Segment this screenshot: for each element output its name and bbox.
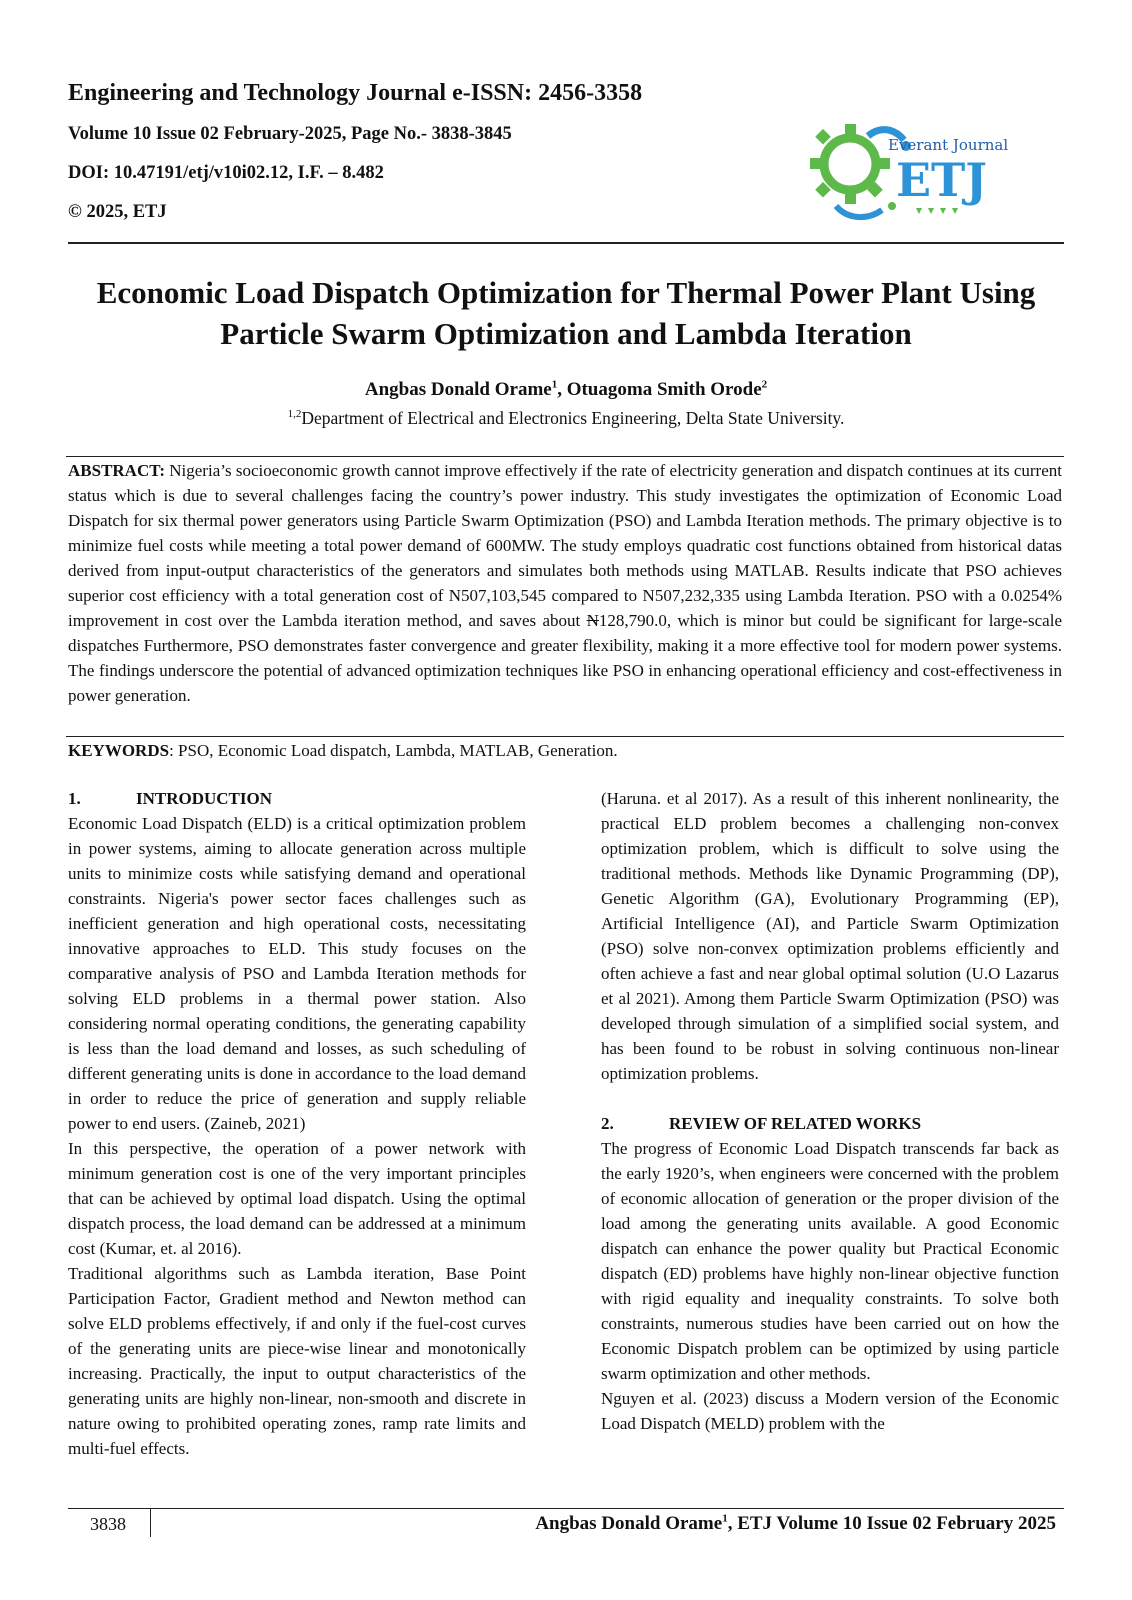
journal-header xyxy=(68,78,768,239)
keywords-text: : PSO, Economic Load dispatch, Lambda, MATLAB, Generation. xyxy=(169,741,618,760)
intro-paragraph-3: Traditional algorithms such as Lambda iteration, Base Point Participation Factor, Gradient method and Newton method can solve ELD problems effectively, if and only if the fuel-cost curves of the generating units are piece-wise linear and monotonically increasing. Practically, the input to output characteristics of the generating units are highly non-linear, non-smooth and discrete in nature owing to prohibited operating zones, ramp rate limits and multi-fuel effects. xyxy=(68,1264,526,1458)
review-paragraph-2: Nguyen et al. (2023) discuss a Modern version of the Economic Load Dispatch (MELD) problem with the xyxy=(601,1389,1059,1433)
author-list xyxy=(68,378,1064,402)
footer-rule xyxy=(68,1508,1064,1509)
section-heading-review xyxy=(601,1111,1059,1136)
journal-title: Engineering and Technology Journal e-ISSN: 2456-3358 xyxy=(68,80,643,106)
paper-title-line1: Economic Load Dispatch Optimization for Thermal Power Plant Using xyxy=(96,275,1036,310)
page-number: 3838 xyxy=(90,1514,126,1534)
paper-title xyxy=(80,272,1052,354)
affiliation-text: Department of Electrical and Electronics Engineering, Delta State University. xyxy=(301,408,845,428)
footer-citation xyxy=(535,1512,1056,1536)
abstract-text-2: 128,790.0, which is minor but could be significant for large-scale dispatches Furthermore, PSO demonstrates faster convergence and greater flexibility, making it a more effective tool for modern power systems. The findings underscore the potential of advanced optimization techniques like PSO in enhancing operational efficiency and cost-effectiveness in power generation. xyxy=(68,611,1062,705)
intro-paragraph-1: Economic Load Dispatch (ELD) is a critical optimization problem in power systems, aiming to allocate generation across multiple units to minimize costs while satisfying demand and operational constraints. Nigeria's power sector faces challenges such as inefficient generation and high operational costs, necessitating innovative approaches to ELD. This study focuses on the comparative analysis of PSO and Lambda Iteration methods for solving ELD problems in a thermal power station. Also considering normal operating conditions, the generating capability is less than the load demand and losses, as such scheduling of different generating units is done in accordance to the load demand in order to reduce the price of generation and supply reliable power to end users. (Zaineb, 2021) xyxy=(68,814,526,1133)
author-separator: , xyxy=(557,379,567,400)
affiliation xyxy=(68,406,1064,430)
section-number: 1. xyxy=(68,789,81,808)
abstract-top-rule xyxy=(66,456,1064,457)
keywords-label: KEYWORDS xyxy=(68,741,170,760)
abstract-bottom-rule xyxy=(66,736,1064,737)
journal-doi: DOI: 10.47191/etj/v10i02.12, I.F. – 8.482 xyxy=(68,163,384,183)
footer-journal-ref: , ETJ Volume 10 Issue 02 February 2025 xyxy=(727,1513,1056,1534)
journal-volume: Volume 10 Issue 02 February-2025, Page No.- 3838-3845 xyxy=(68,124,512,144)
author-1: Angbas Donald Orame xyxy=(364,379,552,400)
keywords xyxy=(68,738,1062,763)
etj-logo xyxy=(808,116,1018,226)
abstract xyxy=(68,458,1062,708)
author-2: Otuagoma Smith Orode xyxy=(566,379,762,400)
intro-paragraph-2: In this perspective, the operation of a power network with minimum generation cost is one of the very important principles that can be achieved by optimal load dispatch. Using the optimal dispatch process, the load demand can be addressed at a minimum cost (Kumar, et. al 2016). xyxy=(68,1139,526,1258)
left-column xyxy=(68,786,526,1461)
logo-text-main: ETJ xyxy=(896,153,988,207)
footer-author: Angbas Donald Orame xyxy=(535,1513,723,1534)
section-title: REVIEW OF RELATED WORKS xyxy=(669,1114,922,1133)
affiliation-sup: 1,2 xyxy=(287,408,302,421)
intro-paragraph-3-continued: (Haruna. et al 2017). As a result of this inherent nonlinearity, the practical ELD problem becomes a challenging non-convex optimization problem, which is difficult to solve using the traditional methods. Methods like Dynamic Programming (DP), Genetic Algorithm (GA), Evolutionary Programming (EP), Artificial Intelligence (AI), and Particle Swarm Optimization (PSO) solve non-convex optimization problems efficiently and often achieve a fast and near global optimal solution (U.O Lazarus et al 2021). Among them Particle Swarm Optimization (PSO) was developed through simulation of a simplified social system, and has been found to be robust in solving continuous non-linear optimization problems. xyxy=(601,789,1059,1083)
abstract-label: ABSTRACT: xyxy=(68,461,165,480)
section-gap xyxy=(601,1086,1059,1111)
header-rule xyxy=(68,242,1064,244)
right-column xyxy=(601,786,1059,1436)
section-number: 2. xyxy=(601,1114,614,1133)
review-paragraph-1: The progress of Economic Load Dispatch transcends far back as the early 1920’s, when engineers were concerned with the problem of economic allocation of generation or the proper division of the load among the generating units available. A good Economic dispatch can enhance the power quality but Practical Economic dispatch (ED) problems have highly non-linear objective function with rigid equality and inequality constraints. To solve both constraints, numerous studies have been carried out on how the Economic Dispatch problem can be optimized by using particle swarm optimization and other methods. xyxy=(601,1139,1059,1383)
footer-separator xyxy=(150,1509,151,1537)
paper-title-line2: Particle Swarm Optimization and Lambda Iteration xyxy=(220,316,912,351)
naira-symbol: N xyxy=(586,611,599,630)
author-2-sup: 2 xyxy=(761,378,768,391)
author-1-sup: 1 xyxy=(551,378,558,391)
section-title: INTRODUCTION xyxy=(136,789,273,808)
abstract-text-1: Nigeria’s socioeconomic growth cannot improve effectively if the rate of electricity generation and dispatch continues at its current status which is due to several challenges facing the country’s power industry. This study investigates the optimization of Economic Load Dispatch for six thermal power generators using Particle Swarm Optimization (PSO) and Lambda Iteration methods. The primary objective is to minimize fuel costs while meeting a total power demand of 600MW. The study employs quadratic cost functions obtained from historical datas derived from input-output characteristics of the generators and simulates both methods using MATLAB. Results indicate that PSO achieves superior cost efficiency with a total generation cost of N507,103,545 compared to N507,232,335 using Lambda Iteration. PSO with a 0.0254% improvement in cost over the Lambda iteration method, and saves about xyxy=(68,461,1062,630)
logo-text-top: Everant Journal xyxy=(888,136,1009,154)
footer-author-sup: 1 xyxy=(722,1512,728,1525)
gear-icon xyxy=(824,138,876,190)
journal-copyright: © 2025, ETJ xyxy=(68,202,167,222)
section-heading-introduction xyxy=(68,786,526,811)
